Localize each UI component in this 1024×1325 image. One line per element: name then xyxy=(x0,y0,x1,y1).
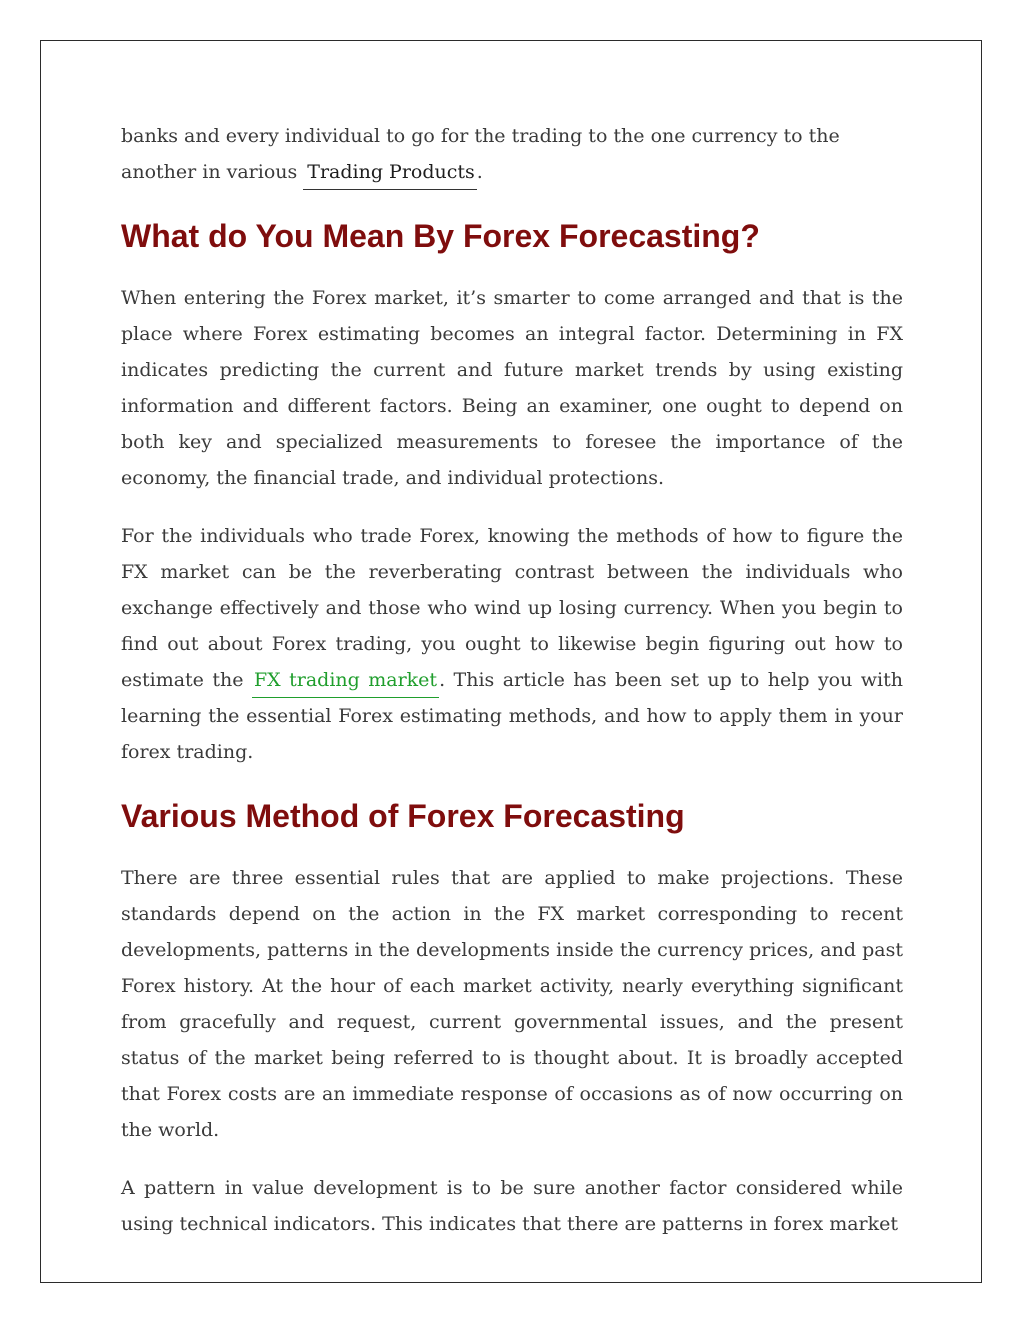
trading-products-link[interactable]: Trading Products xyxy=(303,161,477,190)
heading-forex-forecasting: What do You Mean By Forex Forecasting? xyxy=(121,218,760,254)
intro-line-1: banks and every individual to go for the trading to the one currency to the xyxy=(121,125,840,147)
paragraph-value-pattern: A pattern in value development is to be sure another factor considered while using technical indicators. This indicates that there are patterns in forex market xyxy=(121,1177,903,1235)
document-body xyxy=(121,118,903,1242)
intro-paragraph xyxy=(121,118,903,190)
paragraph-three-rules: There are three essential rules that are applied to make projections. These standards depend on the action in the FX market corresponding to recent developments, patterns in the developments inside the currency prices, and past Forex history. At the hour of each market activity, nearly everything significant from gracefully and request, current governmental issues, and the present status of the market being referred to is thought about. It is broadly accepted that Forex costs are an immediate response of occasions as of now occurring on the world. xyxy=(121,867,903,1141)
paragraph-forex-traders-prefix: For the individuals who trade Forex, knowing the methods of how to figure the FX market can be the reverberating contrast between the individuals who exchange effectively and those who wind up losing currency. When you begin to find out about Forex trading, you ought to likewise begin figuring out how to estimate the xyxy=(121,525,903,691)
paragraph-forex-traders-suffix: . This article has been set up to help you with learning the essential Forex estimating methods, and how to apply them in your forex trading. xyxy=(121,669,904,763)
intro-line-2-prefix: another in various xyxy=(121,161,298,183)
fx-trading-market-link[interactable]: FX trading market xyxy=(252,669,439,698)
intro-line-2-suffix: . xyxy=(476,161,483,183)
paragraph-forex-traders xyxy=(121,518,903,770)
heading-forecasting-methods: Various Method of Forex Forecasting xyxy=(121,798,685,834)
paragraph-forex-forecasting-definition: When entering the Forex market, it’s smarter to come arranged and that is the place where Forex estimating becomes an integral factor. Determining in FX indicates predicting the current and future market trends by using existing information and different factors. Being an examiner, one ought to depend on both key and specialized measurements to foresee the importance of the economy, the financial trade, and individual protections. xyxy=(121,287,903,489)
